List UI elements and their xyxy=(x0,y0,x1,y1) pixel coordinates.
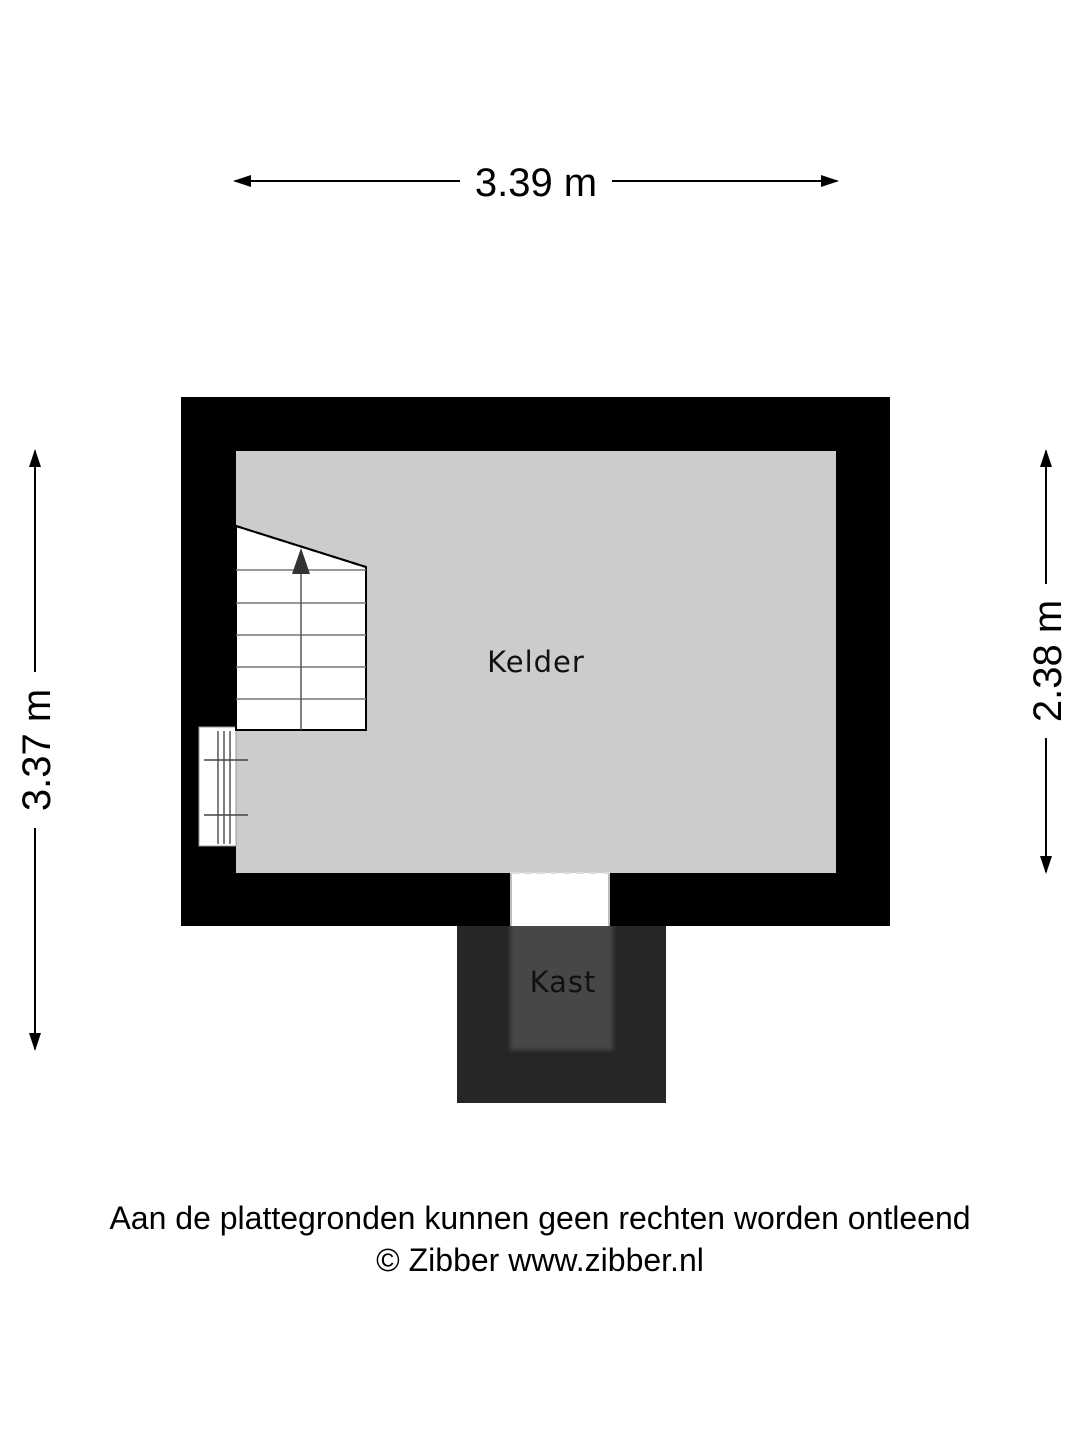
closet-doorway xyxy=(511,873,610,926)
closet-label: Kast xyxy=(529,965,597,999)
width-dimension xyxy=(235,161,837,205)
closet-door-opening xyxy=(511,873,610,926)
right-height-label: 2.38 m xyxy=(1026,599,1070,723)
right-height-dimension xyxy=(1026,451,1070,872)
left-height-label: 3.37 m xyxy=(15,688,59,812)
disclaimer-text: Aan de plattegronden kunnen geen rechten worden ontleend xyxy=(109,1200,971,1236)
kelder-label: Kelder xyxy=(487,645,585,679)
left-height-dimension xyxy=(15,451,59,1049)
copyright-text: © Zibber www.zibber.nl xyxy=(376,1242,704,1278)
width-dimension-label: 3.39 m xyxy=(474,161,598,205)
closet xyxy=(457,922,666,1103)
